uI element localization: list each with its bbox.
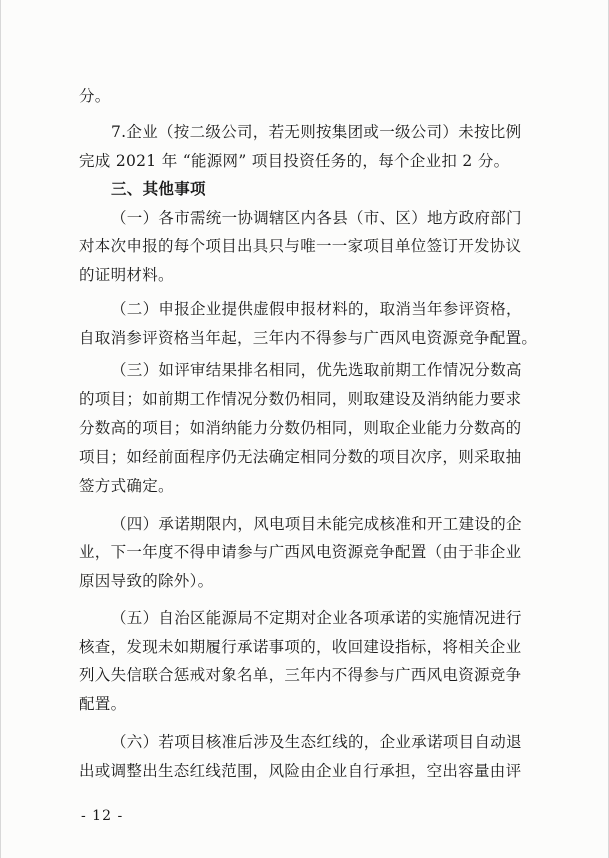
paragraph-line: 项目；如经前面程序仍无法确定相同分数的项目次序，则采取抽 (79, 448, 522, 466)
paragraph-line: （三）如评审结果排名相同，优先选取前期工作情况分数高 (111, 361, 522, 379)
paragraph-line: 的项目；如前期工作情况分数仍相同，则取建设及消纳能力要求 (79, 390, 522, 408)
paragraph-line: （一）各市需统一协调辖区内各县（市、区）地方政府部门 (111, 209, 522, 227)
paragraph-line: 配置。 (79, 695, 127, 713)
paragraph-line: 的证明材料。 (79, 266, 174, 284)
paragraph-line: 对本次申报的每个项目出具只与唯一一家项目单位签订开发协议 (79, 237, 522, 255)
paragraph-line: 出或调整出生态红线范围，风险由企业自行承担，空出容量由评 (79, 762, 522, 780)
paragraph-line: 列入失信联合惩戒对象名单，三年内不得参与广西风电资源竞争 (79, 666, 522, 684)
paragraph-line: 7.企业（按二级公司，若无则按集团或一级公司）未按比例 (111, 123, 522, 141)
section-heading: 三、其他事项 (111, 180, 206, 198)
paragraph-line: 自取消参评资格当年起，三年内不得参与广西风电资源竞争配置。 (79, 329, 538, 347)
paragraph-line: 完成 2021 年 “能源网” 项目投资任务的，每个企业扣 2 分。 (79, 152, 510, 170)
paragraph-line: 原因导致的除外）。 (79, 572, 214, 590)
paragraph-line: 核查，发现未如期履行承诺事项的，收回建设指标，将相关企业 (79, 638, 522, 656)
paragraph-line: 分数高的项目；如消纳能力分数仍相同，则取企业能力分数高的 (79, 419, 522, 437)
paragraph-line: 签方式确定。 (79, 477, 174, 495)
paragraph-line: （五）自治区能源局不定期对企业各项承诺的实施情况进行 (111, 609, 522, 627)
paragraph-line: （六）若项目核准后涉及生态红线的，企业承诺项目自动退 (111, 733, 522, 751)
paragraph-line: （四）承诺期限内，风电项目未能完成核准和开工建设的企 (111, 515, 522, 533)
paragraph-line: （二）申报企业提供虚假申报材料的，取消当年参评资格， (111, 300, 522, 318)
paragraph-line: 分。 (79, 87, 111, 105)
paragraph-line: 业，下一年度不得申请参与广西风电资源竞争配置（由于非企业 (79, 543, 522, 561)
page-number: - 12 - (81, 808, 124, 824)
